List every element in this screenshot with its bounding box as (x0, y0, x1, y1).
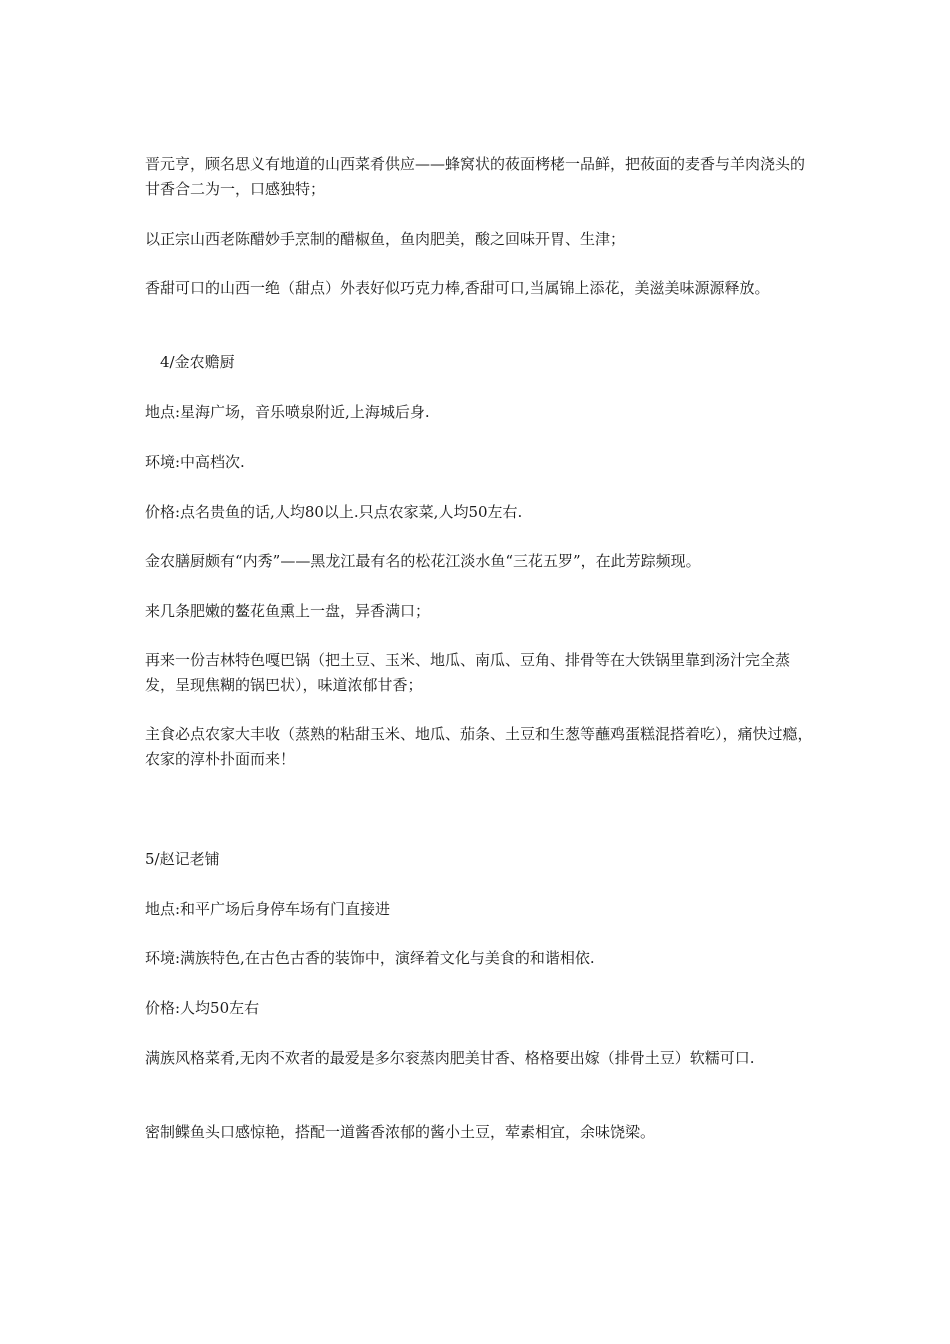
paragraph-flatfish-head: 密制鲽鱼头口感惊艳，搭配一道酱香浓郁的酱小土豆，荤素相宜，余味饶梁。 (145, 1123, 656, 1141)
paragraph-location-4: 地点:星海广场，音乐喷泉附近,上海城后身. (145, 403, 430, 421)
paragraph-vinegar-fish: 以正宗山西老陈醋妙手烹制的醋椒鱼，鱼肉肥美，酸之回味开胃、生津； (145, 230, 626, 248)
section-heading-5: 5/赵记老铺 (145, 850, 220, 868)
section-heading-4: 4/金农赡厨 (160, 353, 235, 371)
paragraph-environment-4: 环境:中高档次. (145, 453, 245, 471)
paragraph-environment-5: 环境:满族特色,在古色古香的装饰中，演绎着文化与美食的和谐相依. (145, 949, 595, 967)
paragraph-manchu-dishes: 满族风格菜肴,无肉不欢者的最爱是多尔衮蒸肉肥美甘香、格格要出嫁（排骨土豆）软糯可口. (145, 1049, 755, 1067)
paragraph-price-4: 价格:点名贵鱼的话,人均80以上.只点农家菜,人均50左右. (145, 503, 523, 521)
paragraph-gaba-pot: 再来一份吉林特色嘎巴锅（把土豆、玉米、地瓜、南瓜、豆角、排骨等在大铁锅里靠到汤汁完全蒸发，呈现焦糊的锅巴状），味道浓郁甘香； (145, 651, 791, 694)
paragraph-location-5: 地点:和平广场后身停车场有门直接进 (145, 900, 391, 918)
paragraph-price-5: 价格:人均50左右 (145, 999, 260, 1017)
paragraph-dessert: 香甜可口的山西一绝（甜点）外表好似巧克力棒,香甜可口,当属锦上添花，美滋美味源源释放。 (145, 279, 770, 297)
paragraph-jinyuanheng-intro: 晋元亨，顾名思义有地道的山西菜肴供应——蜂窝状的莜面栲栳一品鲜，把莜面的麦香与羊肉浇头的甘香合二为一，口感独特； (145, 155, 806, 198)
paragraph-jinnong-intro: 金农膳厨颇有“内秀”——黑龙江最有名的松花江淡水鱼“三花五罗”，在此芳踪频现。 (145, 552, 701, 570)
paragraph-staple-food: 主食必点农家大丰收（蒸熟的粘甜玉米、地瓜、茄条、土豆和生葱等蘸鸡蛋糕混搭着吃），痛快过瘾，农家的淳朴扑面而来！ (145, 725, 813, 768)
paragraph-fish-dish: 来几条肥嫩的鳌花鱼熏上一盘，异香满口； (145, 602, 431, 620)
